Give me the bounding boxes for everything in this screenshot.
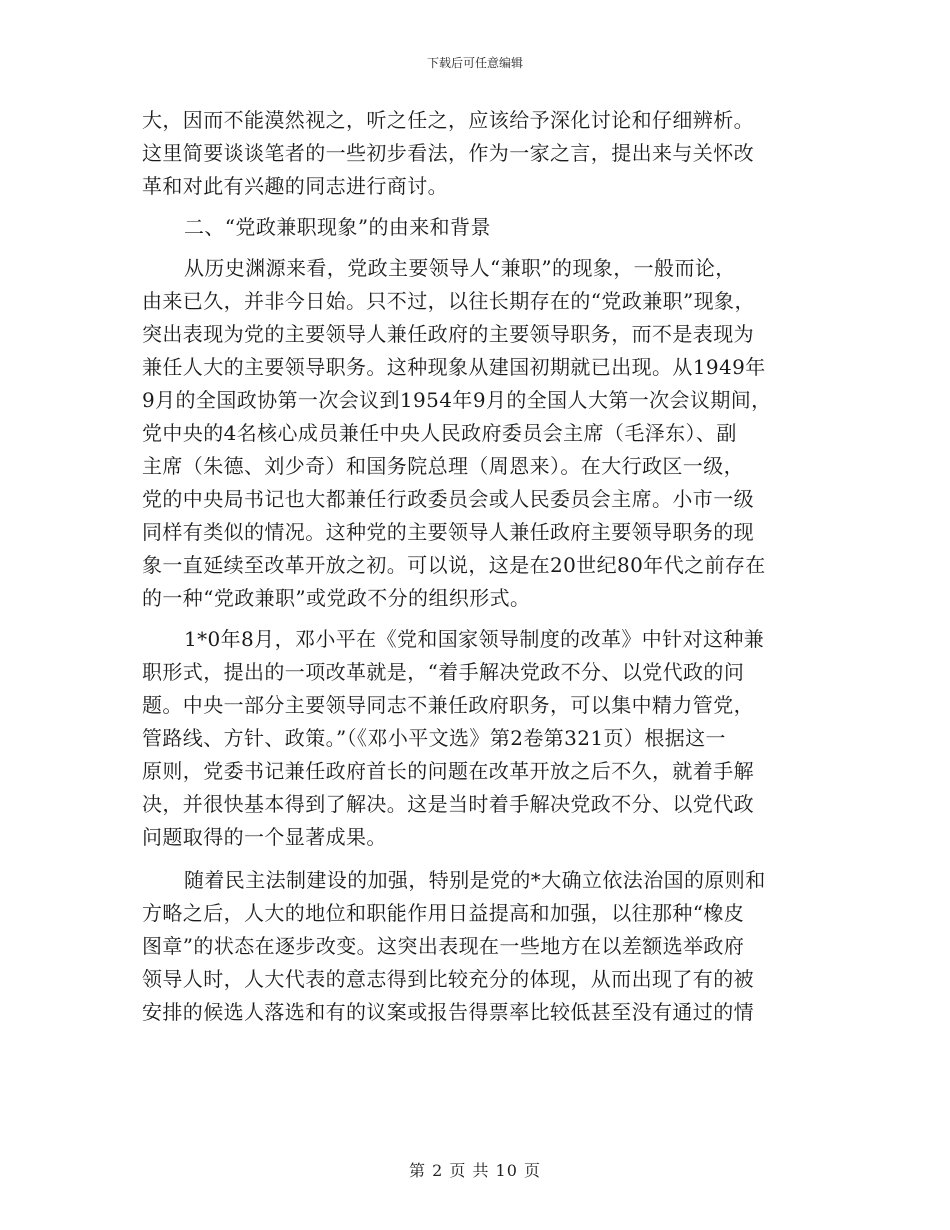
text-line: 从历史渊源来看，党政主要领导人“兼职”的现象，一般而论， <box>184 256 736 280</box>
text-line: 问题取得的一个显著成果。 <box>142 825 387 849</box>
text-line: 职形式，提出的一项改革就是，“着手解决党政不分、以党代政的问 <box>142 660 745 684</box>
text-line: 同样有类似的情况。这种党的主要领导人兼任政府主要领导职务的现 <box>142 520 754 544</box>
text-line: 的一种“党政兼职”或党政不分的组织形式。 <box>142 586 531 610</box>
text-line: 主席（朱德、刘少奇）和国务院总理（周恩来）。在大行政区一级， <box>142 454 744 478</box>
text-line: 9月的全国政协第一次会议到1954年9月的全国人大第一次会议期间， <box>142 388 772 412</box>
text-line: 领导人时，人大代表的意志得到比较充分的体现，从而出现了有的被 <box>142 967 754 991</box>
page-footer: 第 2 页 共 10 页 <box>409 1161 541 1180</box>
paragraph-4 <box>142 864 810 1029</box>
text-line: 党中央的4名核心成员兼任中央人民政府委员会主席（毛泽东）、副 <box>142 421 737 445</box>
text-line: 决，并很快基本得到了解决。这是当时着手解决党政不分、以党代政 <box>142 792 754 816</box>
text-line: 题。中央一部分主要领导同志不兼任政府职务，可以集中精力管党， <box>142 693 754 717</box>
text-line: 由来已久，并非今日始。只不过，以往长期存在的“党政兼职”现象， <box>142 289 755 313</box>
text-line: 大，因而不能漠然视之，听之任之，应该给予深化讨论和仔细辨析。 <box>142 108 754 132</box>
text-line: 革和对此有兴趣的同志进行商讨。 <box>142 174 448 198</box>
page-header: 下载后可任意编辑 <box>426 56 523 70</box>
text-line: 管路线、方针、政策。”（《邓小平文选》第2卷第321页）根据这一 <box>142 726 726 750</box>
text-line: 原则，党委书记兼任政府首长的问题在改革开放之后不久，就着手解 <box>142 759 754 783</box>
text-line: 1*0年8月，邓小平在《党和国家领导制度的改革》中针对这种兼 <box>184 627 765 651</box>
text-line: 象一直延续至改革开放之初。可以说，这是在20世纪80年代之前存在 <box>142 553 766 577</box>
section-heading <box>142 211 810 244</box>
paragraph-1 <box>142 104 810 203</box>
text-line: 安排的候选人落选和有的议案或报告得票率比较低甚至没有通过的情 <box>142 1000 754 1024</box>
text-line: 随着民主法制建设的加强，特别是党的*大确立依法治国的原则和 <box>184 868 766 892</box>
text-line: 党的中央局书记也大都兼任行政委员会或人民委员会主席。小市一级 <box>142 487 754 511</box>
text-line: 突出表现为党的主要领导人兼任政府的主要领导职务，而不是表现为 <box>142 322 754 346</box>
text-line: 方略之后，人大的地位和职能作用日益提高和加强，以往那种“橡皮 <box>142 901 745 925</box>
heading-line: 二、“党政兼职现象”的由来和背景 <box>184 215 491 239</box>
text-line: 这里简要谈谈笔者的一些初步看法，作为一家之言，提出来与关怀改 <box>142 141 754 165</box>
text-line: 图章”的状态在逐步改变。这突出表现在一些地方在以差额选举政府 <box>142 934 745 958</box>
paragraph-3 <box>142 623 810 854</box>
paragraph-2 <box>142 252 810 615</box>
text-line: 兼任人大的主要领导职务。这种现象从建国初期就已出现。从1949年 <box>142 355 766 379</box>
document-body <box>142 104 810 1029</box>
